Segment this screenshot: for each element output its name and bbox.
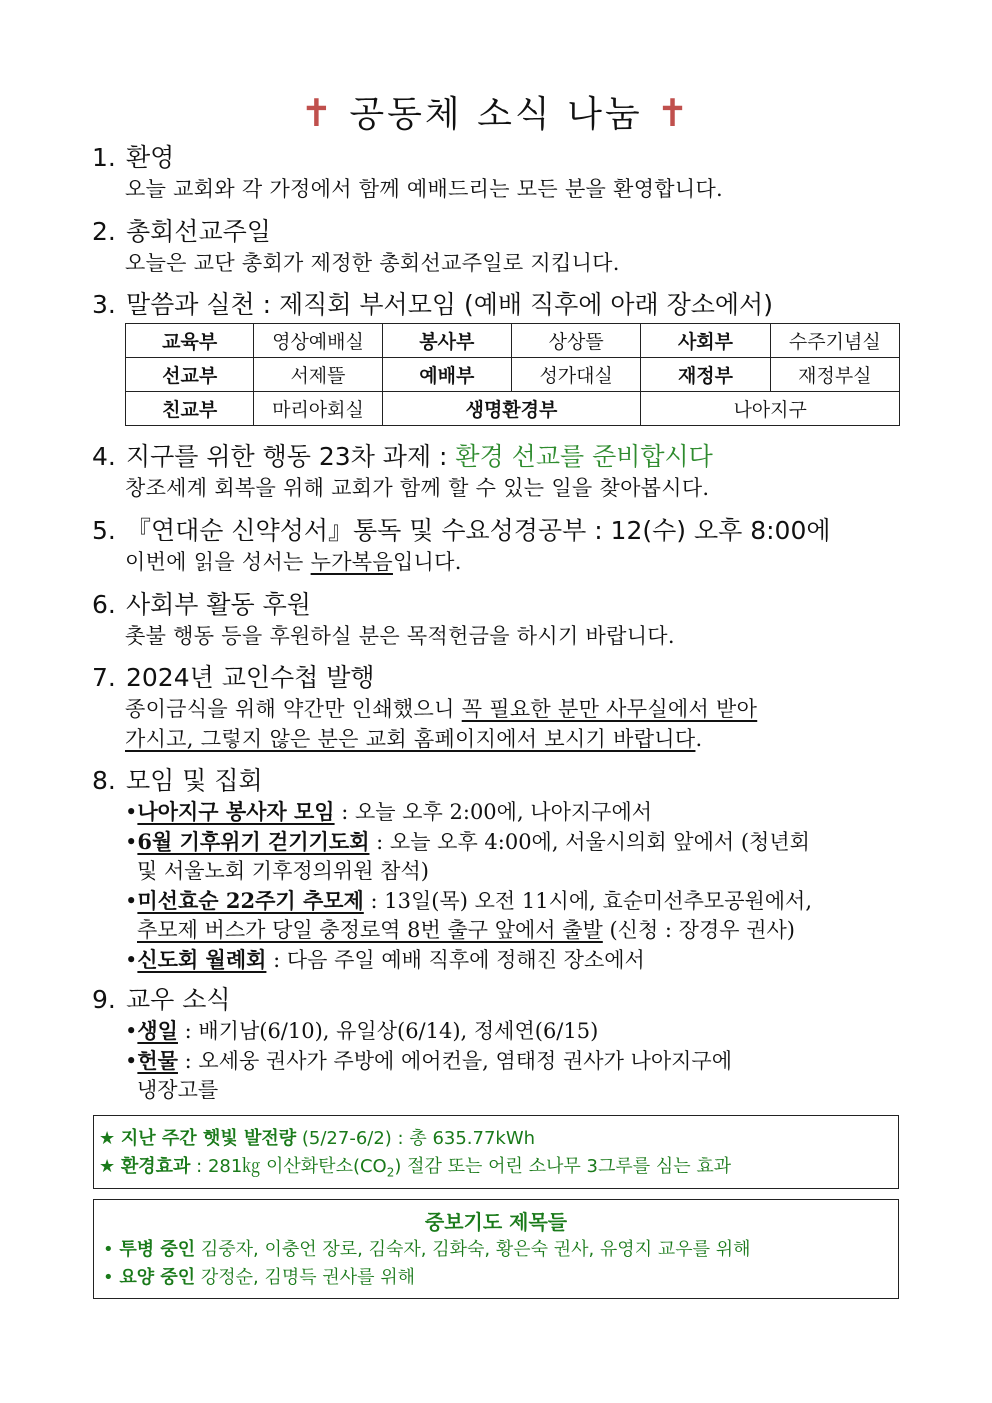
section-body: 오늘 교회와 각 가정에서 함께 예배드리는 모든 분을 환영합니다. [125,177,724,201]
meeting-text-cont [125,916,912,945]
body-text: . [695,727,703,751]
solar-line [94,1125,898,1153]
section-mission-sunday [92,216,912,278]
title-text: 공동체 소식 나눔 [349,94,643,135]
section-heading-highlight: 환경 선교를 준비합시다 [455,442,713,471]
dept-name: 친교부 [126,392,254,426]
meeting-text: : 오늘 오후 2:00에, 나아지구에서 [334,800,653,824]
section-heading: 총회선교주일 [126,217,271,246]
body-text: 이번에 읽을 성서는 [125,550,311,574]
section-number: 3. [92,290,116,319]
dept-place: 성가대실 [511,358,640,392]
meeting-label: 신도회 월례회 [137,947,267,972]
section-meetings [92,765,912,975]
section-heading: 사회부 활동 후원 [126,590,311,619]
star-icon: ★ [99,1128,116,1149]
section-body [92,547,912,577]
solar-label: 지난 주간 햇빛 발전량 [120,1128,297,1149]
list-item: •미선효순 22주기 추모제 : 13일(목) 오전 11시에, 효순미선추모공원에서, [125,888,813,913]
dept-place: 나아지구 [641,392,900,426]
dept-name: 생명환경부 [382,392,641,426]
dept-name: 사회부 [641,324,770,358]
body-text: 입니다. [392,550,462,574]
section-number: 1. [92,143,116,172]
section-number: 2. [92,217,116,246]
dept-name: 선교부 [126,358,254,392]
meeting-underlined: 추모제 버스가 당일 충정로역 8번 출구 앞에서 출발 [137,918,603,942]
news-list [92,1016,912,1105]
meeting-label: 나아지구 봉사자 모임 [137,799,335,824]
section-bible-reading [92,515,912,577]
meeting-text-cont: 및 서울노회 기후정의위원 참석) [137,859,429,883]
section-body: 창조세계 회복을 위해 교회가 함께 할 수 있는 일을 찾아봅시다. [125,476,710,500]
body-underlined: 가시고, 그렇지 않은 분은 교회 홈페이지에서 보시기 바랍니다 [125,727,696,751]
prayer-text: 김중자, 이충언 장로, 김숙자, 김화숙, 황은숙 권사, 유영지 교우를 위해 [195,1239,751,1260]
section-body [92,724,912,754]
section-heading: 교우 소식 [126,985,231,1014]
department-table [125,323,900,426]
table-row [126,324,900,358]
dept-name: 예배부 [382,358,511,392]
meeting-label: 6월 기후위기 걷기기도회 [137,829,370,854]
section-heading: 모임 및 집회 [126,766,263,795]
news-label: 헌물 [137,1048,178,1073]
star-icon: ★ [99,1156,116,1177]
solar-label: 환경효과 [120,1156,191,1177]
section-heading: 『연대순 신약성서』통독 및 수요성경공부 : 12(수) 오후 8:00에 [126,516,831,545]
dept-place: 마리아회실 [254,392,382,426]
news-text-cont: 냉장고를 [137,1078,219,1102]
solar-text: ) 절감 또는 어린 소나무 3그루를 심는 효과 [394,1156,732,1177]
section-body: 촛불 행동 등을 후원하실 분은 목적헌금을 하시기 바랍니다. [125,624,675,648]
section-social-support [92,589,912,651]
prayer-label: 투병 중인 [119,1239,196,1260]
cross-icon: ✝ [300,91,336,135]
solar-line [94,1153,898,1187]
dept-place: 재정부실 [770,358,899,392]
meeting-text: : 13일(목) 오전 11시에, 효순미선추모공원에서, [363,889,813,913]
section-word-practice [92,289,912,321]
section-handbook [92,662,912,754]
section-number: 5. [92,516,116,545]
section-number: 4. [92,442,116,471]
section-member-news [92,984,912,1105]
solar-text: (5/27-6/2) : 총 635.77kWh [296,1128,536,1149]
dept-name: 재정부 [641,358,770,392]
prayer-item: • 요양 중인 강정순, 김명득 권사를 위해 [103,1267,416,1288]
body-text: 종이금식을 위해 약간만 인쇄했으니 [125,697,462,721]
news-text: : 오세웅 권사가 주방에 에어컨을, 염태정 권사가 나아지구에 [177,1049,732,1073]
meeting-text: : 다음 주일 예배 직후에 정해진 장소에서 [266,948,645,972]
dept-name: 봉사부 [382,324,511,358]
list-item: •신도회 월례회 : 다음 주일 예배 직후에 정해진 장소에서 [125,947,645,972]
meeting-text: : 오늘 오후 4:00에, 서울시의회 앞에서 (청년회 [369,830,810,854]
meeting-list [92,797,912,975]
dept-place: 서제뜰 [254,358,382,392]
section-body [92,694,912,724]
list-item: •헌물 : 오세웅 권사가 주방에 에어컨을, 염태정 권사가 나아지구에 [125,1048,732,1073]
dept-name: 교육부 [126,324,254,358]
body-underlined: 꼭 필요한 분만 사무실에서 받아 [461,697,758,721]
cross-icon: ✝ [656,91,692,135]
list-item: •생일 : 배기남(6/10), 유일상(6/14), 정세연(6/15) [125,1018,599,1043]
news-label: 생일 [137,1018,178,1043]
meeting-label: 미선효순 22주기 추모제 [137,888,364,913]
page-title [0,90,992,138]
section-heading: 말씀과 실천 : 제직회 부서모임 (예배 직후에 아래 장소에서) [126,290,773,319]
list-item: •6월 기후위기 걷기기도회 : 오늘 오후 4:00에, 서울시의회 앞에서 (청년회 [125,829,810,854]
prayer-title: 중보기도 제목들 [424,1210,568,1234]
section-number: 9. [92,985,116,1014]
section-body: 오늘은 교단 총회가 제정한 총회선교주일로 지킵니다. [125,251,620,275]
section-heading: 2024년 교인수첩 발행 [126,663,375,692]
dept-place: 영상예배실 [254,324,382,358]
prayer-label: 요양 중인 [119,1267,196,1288]
dept-place: 수주기념실 [770,324,899,358]
section-number: 6. [92,590,116,619]
prayer-text: 강정순, 김명득 권사를 위해 [195,1267,416,1288]
prayer-item: • 투병 중인 김중자, 이충언 장로, 김숙자, 김화숙, 황은숙 권사, 유영지 교우를 위해 [103,1239,751,1260]
meeting-text: (신청 : 장경우 권사) [602,918,795,942]
solar-subscript: 2 [386,1165,395,1180]
section-heading: 지구를 위한 행동 23차 과제 : [126,442,456,471]
solar-energy-box [93,1115,899,1189]
section-welcome [92,142,912,204]
table-row [126,392,900,426]
body-underlined: 누가복음 [310,550,393,574]
news-text: : 배기남(6/10), 유일상(6/14), 정세연(6/15) [177,1019,599,1043]
prayer-box [93,1199,899,1299]
dept-place: 상상뜰 [511,324,640,358]
table-row [126,358,900,392]
section-number: 8. [92,766,116,795]
list-item: •나아지구 봉사자 모임 : 오늘 오후 2:00에, 나아지구에서 [125,799,653,824]
solar-text: : 281㎏ 이산화탄소(CO [190,1156,387,1177]
section-heading: 환영 [126,143,175,172]
section-earth-action [92,441,912,503]
section-number: 7. [92,663,116,692]
